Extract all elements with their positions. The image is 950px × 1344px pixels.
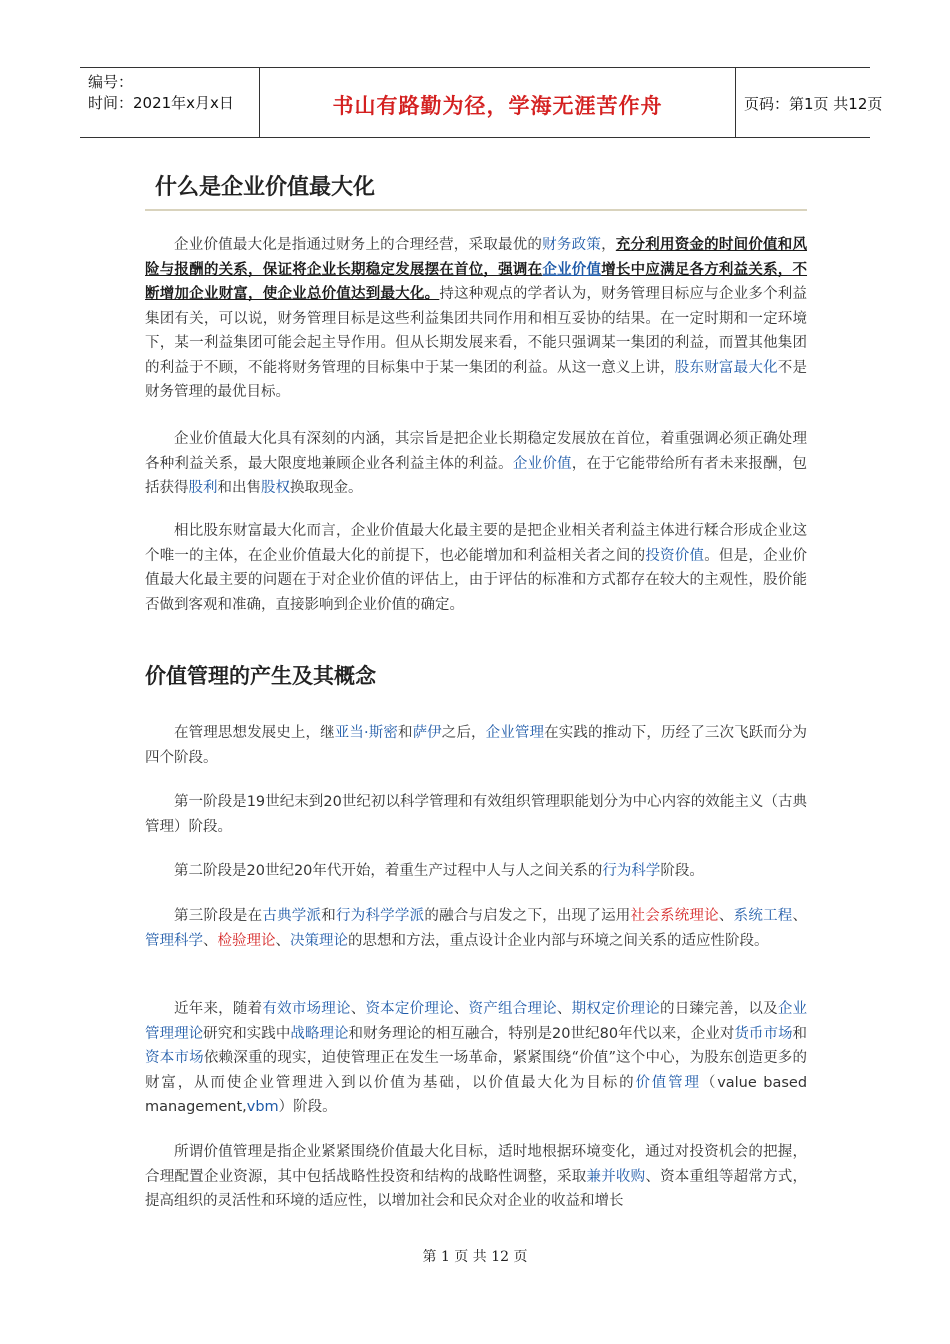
- link-enterprise-management-theory[interactable]: 企业管理理论: [145, 1001, 808, 1042]
- link-capital-market[interactable]: 资本市场: [145, 1050, 204, 1066]
- text: 、: [203, 932, 218, 949]
- text: 、资本重组等超常方式，提高组织的灵活性和环境的适应性，以增加社会和民众对企业的收益和增长: [145, 1168, 808, 1209]
- text: 和财务理论的相互融合，特别是: [348, 1025, 553, 1042]
- text: 和: [321, 908, 336, 924]
- paragraph: [145, 519, 807, 617]
- link-testing-theory[interactable]: 检验理论: [217, 932, 276, 949]
- text: 和: [397, 725, 413, 741]
- text: 第二阶段是: [174, 863, 247, 879]
- number: 20: [552, 1025, 571, 1042]
- text: 的融合与启发之下，出现了运用: [424, 908, 631, 924]
- text: 持这种观点的学者认为，财务管理目标应与企业多个利益集团有关，可以说，财务管理目标是这些利益集团共同作用和相互妥协的结果。在一定时期和一定环境下，某一利益集团可能会起主导作用。但从长期发展来看，不能只强调某一集团的利益，而置其他集团的利益于不顾，不能将财务管理的目标集中于某一集团的利益。从这一意义上讲，: [145, 286, 808, 376]
- header-motto: 书山有路勤为径，学海无涯苦作舟: [332, 93, 663, 118]
- emphasis-text: 充分利用资金的时间价值和风险与报酬的关系，保证将企业长期稳定发展摆在首位，强调在: [145, 236, 808, 278]
- text: 和出售: [217, 480, 261, 496]
- link-behavioral-science[interactable]: 行为科学: [602, 863, 661, 879]
- paragraph: [145, 904, 807, 953]
- text: ，: [601, 237, 616, 253]
- link-say[interactable]: 萨伊: [412, 725, 442, 741]
- paragraph: [145, 233, 807, 405]
- text: 。但是，企业价值最大化最主要的问题在于对企业价值的评估上，由于评估的标准和方式都存在较大的主观性，股价能否做到客观和准确，直接影响到企业价值的确定。: [145, 547, 808, 613]
- text: 企业价值最大化具有深刻的内涵，其宗旨是把企业长期稳定发展放在首位，着重强调必须正确处理各种利益关系，最大限度地兼顾企业各利益主体的利益。: [145, 431, 807, 472]
- time-label: 时间：2021年x月x日: [88, 94, 234, 112]
- text: 、: [792, 908, 808, 924]
- link-management-science[interactable]: 管理科学: [145, 932, 203, 949]
- text: 第三阶段是在: [174, 908, 263, 924]
- text: 世纪: [570, 1025, 600, 1042]
- text: 世纪末到: [265, 794, 324, 810]
- number: 80: [599, 1025, 619, 1042]
- header-motto-cell: [260, 68, 736, 137]
- link-strategy-theory[interactable]: 战略理论: [290, 1025, 349, 1042]
- link-systems-engineering[interactable]: 系统工程: [733, 908, 793, 924]
- link-capital-pricing-theory[interactable]: 资本定价理论: [365, 1001, 454, 1017]
- emphasis-text: 增长中应满足各方利益关系，不断增加企业财富，使企业总价值达到最大化。: [145, 260, 808, 302]
- page-footer: 第 1 页 共 12 页: [422, 1249, 528, 1265]
- paragraph: [145, 1140, 807, 1214]
- paragraph: [145, 790, 807, 839]
- link-money-market[interactable]: 货币市场: [734, 1025, 793, 1042]
- title-divider: [145, 209, 807, 211]
- link-financial-policy[interactable]: 财务政策: [542, 237, 602, 253]
- text: 依赖深重的现实，迫使管理正在发生一场革命，紧紧围绕“价值”这个中心，为股东创造更多的财富，从而使企业管理进入到以价值为基础，以价值最大化为目标的: [145, 1050, 808, 1091]
- link-decision-theory[interactable]: 决策理论: [290, 932, 348, 949]
- paragraph: [145, 997, 807, 1120]
- text: 年代开始，着重生产过程中人与人之间关系的: [312, 863, 603, 879]
- link-behavioral-school[interactable]: 行为科学学派: [336, 908, 425, 924]
- text: 世纪初以科学管理和有效组织管理职能划分为中心内容的效能主义（古典管理）阶段。: [145, 794, 808, 835]
- text: 、: [718, 908, 734, 924]
- header-page-info: 页码：第1页 共12页: [744, 95, 883, 113]
- link-efficient-market-theory[interactable]: 有效市场理论: [262, 1001, 351, 1017]
- number: 20: [246, 863, 265, 879]
- header-meta: [80, 68, 260, 137]
- text: 近年来，随着: [174, 1001, 263, 1017]
- text: 企业价值最大化是指通过财务上的合理经营，采取最优的: [174, 237, 543, 253]
- text: 的思想和方法，重点设计企业内部与环境之间关系的适应性阶段。: [348, 932, 769, 949]
- english-text: value based management,: [145, 1074, 808, 1115]
- text: ）阶段。: [278, 1099, 337, 1115]
- link-investment-value[interactable]: 投资价值: [645, 547, 705, 564]
- paragraph: [145, 859, 807, 884]
- text: 世纪: [264, 863, 294, 879]
- link-portfolio-theory[interactable]: 资产组合理论: [468, 1001, 557, 1017]
- section-title-value-management: 价值管理的产生及其概念: [145, 664, 376, 688]
- link-equity[interactable]: 股权: [261, 480, 290, 496]
- text: 研究和实践中: [203, 1025, 291, 1042]
- text: 第一阶段是: [174, 794, 247, 810]
- text: 阶段。: [660, 863, 704, 879]
- link-social-system-theory[interactable]: 社会系统理论: [630, 908, 719, 924]
- text: 年代以来，企业对: [618, 1025, 735, 1042]
- text: 和: [792, 1025, 808, 1042]
- text: 在实践的推动下，历经了三次飞跃而分为四个阶段。: [145, 725, 808, 766]
- number: 20: [323, 794, 342, 810]
- text: 相比股东财富最大化而言，企业价值最大化最主要的是把企业相关者利益主体进行糅合形成企业这个唯一的主体，在企业价值最大化的前提下，也必能增加和利益相关者之间的: [145, 523, 807, 564]
- text: 、: [453, 1001, 469, 1017]
- number: 20: [293, 863, 313, 879]
- link-enterprise-value[interactable]: 企业价值: [542, 260, 602, 278]
- text: 在管理思想发展史上，继: [174, 725, 335, 741]
- link-option-pricing-theory[interactable]: 期权定价理论: [571, 1001, 660, 1017]
- text: （: [700, 1074, 718, 1091]
- link-adam-smith[interactable]: 亚当·斯密: [334, 725, 398, 741]
- link-value-management[interactable]: 价值管理: [635, 1074, 701, 1091]
- text: ，在于它能带给所有者未来报酬，包括获得: [145, 455, 808, 496]
- number-label: 编号：: [88, 73, 134, 91]
- text: 的日臻完善，以及: [660, 1001, 778, 1017]
- link-dividend[interactable]: 股利: [188, 480, 218, 496]
- text: 所谓价值管理是指企业紧紧围绕价值最大化目标，适时地根据环境变化，通过对投资机会的把握，合理配置企业资源，其中包括战略性投资和结构的战略性调整，采取: [145, 1144, 807, 1185]
- paragraph: [145, 427, 807, 501]
- number: 19: [246, 794, 266, 810]
- text: 之后，: [441, 725, 486, 741]
- text: 、: [350, 1001, 366, 1017]
- text: 、: [556, 1001, 572, 1017]
- link-mergers-acquisitions[interactable]: 兼并收购: [586, 1168, 646, 1185]
- text: 不是财务管理的最优目标。: [145, 359, 808, 400]
- link-vbm[interactable]: vbm: [246, 1099, 279, 1115]
- link-shareholder-wealth-max[interactable]: 股东财富最大化: [674, 359, 778, 376]
- document-header: [80, 67, 883, 138]
- text: 换取现金。: [290, 480, 363, 496]
- paragraph: [145, 721, 807, 770]
- link-classical-school[interactable]: 古典学派: [262, 908, 322, 924]
- link-enterprise-value[interactable]: 企业价值: [512, 455, 572, 472]
- section-title-enterprise-value: 什么是企业价值最大化: [155, 175, 376, 200]
- link-enterprise-management[interactable]: 企业管理: [485, 725, 545, 741]
- text: 、: [275, 932, 290, 949]
